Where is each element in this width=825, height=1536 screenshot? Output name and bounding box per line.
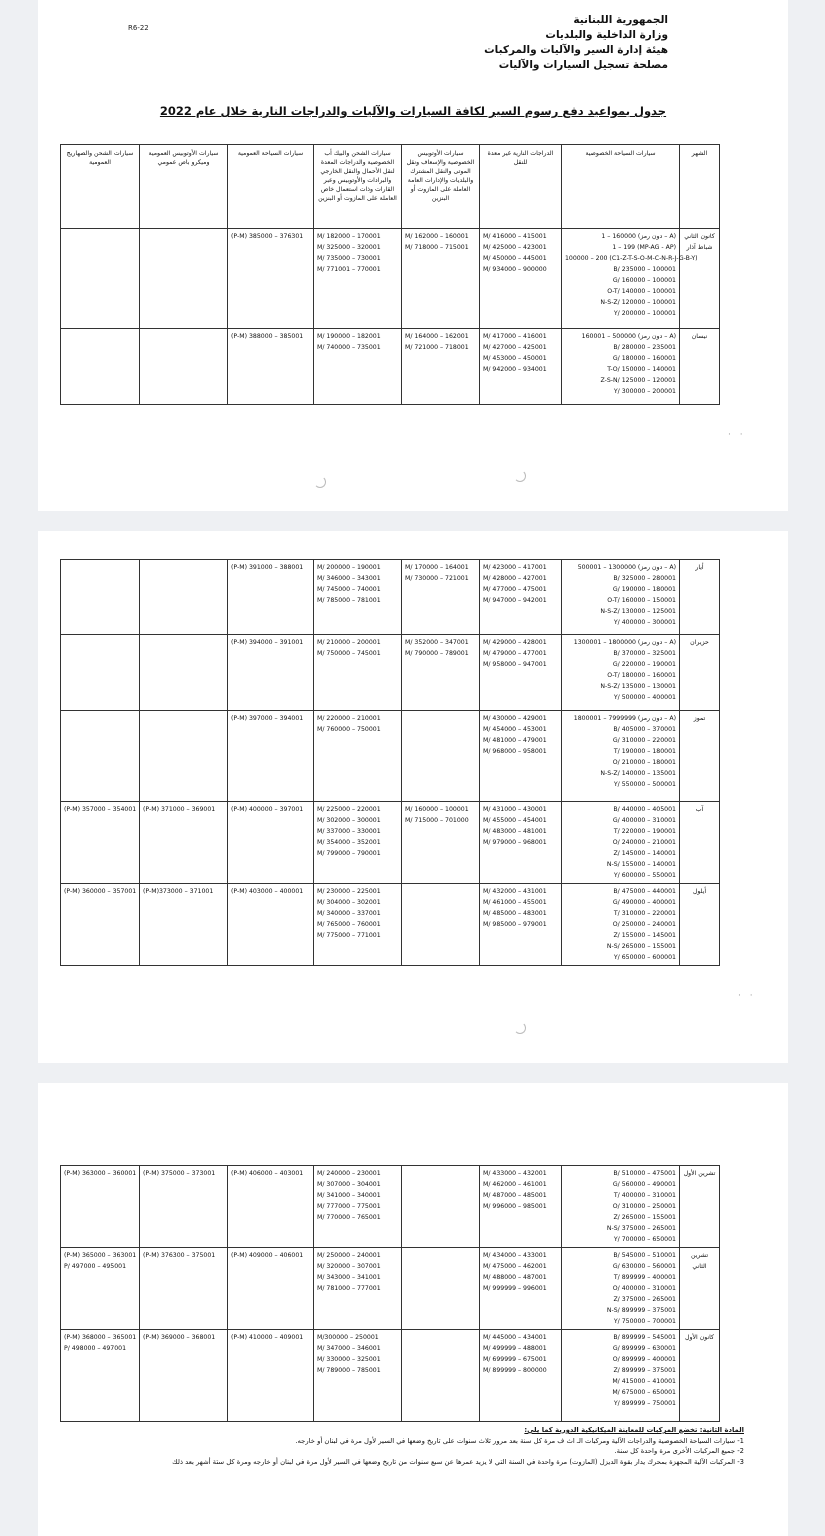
plate-range: N-S/ 265000 – 155001	[606, 943, 676, 950]
plate-range: M/ 415000 – 410001	[612, 1378, 676, 1385]
plate-range: N-S-Z/ 135000 – 130001	[600, 683, 676, 690]
plate-range: (P-M) 365000 – 363001	[64, 1252, 137, 1259]
plate-range: M/ 934000 – 900000	[483, 266, 547, 273]
public-trucks-cell	[61, 1248, 140, 1330]
public-tourism-cell	[228, 229, 314, 329]
plate-range: P/ 498000 – 497001	[64, 1345, 127, 1352]
plate-range: M/ 352000 – 347001	[405, 639, 469, 646]
private-cars-cell	[562, 1248, 680, 1330]
scan-speckle: · ·	[738, 991, 756, 1001]
plate-range: M/ 799000 – 790001	[317, 850, 381, 857]
plate-range: B/ 545000 – 510001	[613, 1252, 676, 1259]
plate-range: M/ 488000 – 487001	[483, 1274, 547, 1281]
public-tourism-cell	[228, 1330, 314, 1422]
private-trucks-cell	[314, 802, 402, 884]
motorcycles-cell	[480, 1248, 562, 1330]
plate-range: 1300001 – 1800000 (دون رمز – A)	[573, 639, 676, 646]
plate-range: B/ 405000 – 370001	[613, 726, 676, 733]
plate-range: M/ 715000 – 701000	[405, 817, 469, 824]
private-trucks-cell	[314, 1330, 402, 1422]
private-bus-cell	[402, 1330, 480, 1422]
plate-range: M/ 454000 – 453001	[483, 726, 547, 733]
private-cars-cell	[562, 329, 680, 405]
plate-range: (P-M) 403000 – 400001	[231, 888, 304, 895]
plate-range: O-T/ 140000 – 100001	[607, 288, 676, 295]
private-bus-cell	[402, 635, 480, 711]
plate-range: M/ 417000 – 416001	[483, 333, 547, 340]
plate-range: M/ 337000 – 330001	[317, 828, 381, 835]
col-header-private: سيارات السياحة الخصوصية	[562, 145, 680, 229]
plate-range: M/ 170000 – 164001	[405, 564, 469, 571]
plate-range: M/ 718000 – 715001	[405, 244, 469, 251]
plate-range: M/ 789000 – 785001	[317, 1367, 381, 1374]
notes-item-2: 2- جميع المركبات الأخرى مرة واحدة كل سنة.	[614, 1447, 744, 1455]
plate-range: O/ 400000 – 310001	[612, 1285, 676, 1292]
plate-range: Z/ 145000 – 140001	[613, 850, 676, 857]
plate-range: M/ 477000 – 475001	[483, 586, 547, 593]
private-trucks-cell	[314, 711, 402, 802]
public-trucks-cell	[61, 802, 140, 884]
plate-range: M/ 481000 – 479001	[483, 737, 547, 744]
plate-range: T/ 190000 – 180001	[613, 748, 676, 755]
plate-range: G/ 310000 – 220001	[612, 737, 676, 744]
col-header-month: الشهر	[680, 145, 720, 229]
plate-range: O/ 310000 – 250001	[612, 1203, 676, 1210]
plate-range: M/ 431000 – 430001	[483, 806, 547, 813]
plate-range: (P-M) 410000 – 409001	[231, 1334, 304, 1341]
reference-code: R6-22	[128, 24, 149, 32]
fee-schedule-table-2	[60, 559, 720, 966]
public-trucks-cell	[61, 884, 140, 966]
plate-range: B/ 325000 – 280001	[613, 575, 676, 582]
plate-range: (P-M) 368000 – 365001	[64, 1334, 137, 1341]
plate-range: Z/ 899999 – 375001	[613, 1367, 676, 1374]
ministry-header	[484, 13, 668, 73]
plate-range: M/ 968000 – 958001	[483, 748, 547, 755]
plate-range: M/ 346000 – 343001	[317, 575, 381, 582]
public-tourism-cell	[228, 1248, 314, 1330]
motorcycles-cell	[480, 884, 562, 966]
plate-range: G/ 400000 – 310001	[612, 817, 676, 824]
header-line-1: الجمهورية اللبنانية	[573, 14, 668, 26]
public-bus-cell	[140, 1248, 228, 1330]
plate-range: M/ 200000 – 190001	[317, 564, 381, 571]
motorcycles-cell	[480, 229, 562, 329]
plate-range: M/ 250000 – 240001	[317, 1252, 381, 1259]
plate-range: M/ 781000 – 777001	[317, 1285, 381, 1292]
plate-range: (P-M) 391000 – 388001	[231, 564, 304, 571]
schedule-row	[61, 635, 720, 711]
month-cell: أيار	[680, 560, 720, 635]
scan-speckle: · ·	[728, 430, 746, 440]
plate-range: M/ 745000 – 740001	[317, 586, 381, 593]
plate-range: 160001 – 500000 (دون رمز – A)	[581, 333, 676, 340]
private-bus-cell	[402, 1248, 480, 1330]
plate-range: M/ 307000 – 304001	[317, 1181, 381, 1188]
plate-range: M/ 347000 – 346001	[317, 1345, 381, 1352]
plate-range: M/ 730000 – 721001	[405, 575, 469, 582]
plate-range: (P-M)373000 – 371001	[143, 888, 214, 895]
plate-range: M/ 325000 – 320001	[317, 244, 381, 251]
plate-range: Y/ 400000 – 300001	[613, 619, 676, 626]
col-header-public-tourism: سيارات السياحة العمومية	[228, 145, 314, 229]
schedule-row	[61, 560, 720, 635]
plate-range: T/ 899999 – 400001	[613, 1274, 676, 1281]
plate-range: 1800001 – 7999999 (دون رمز – A)	[573, 715, 676, 722]
plate-range: G/ 560000 – 490001	[612, 1181, 676, 1188]
public-trucks-cell	[61, 711, 140, 802]
plate-range: (P-M) 363000 – 360001	[64, 1170, 137, 1177]
public-bus-cell	[140, 802, 228, 884]
scan-mark	[314, 476, 326, 488]
plate-range: N-S/ 899999 – 375001	[606, 1307, 676, 1314]
plate-range: (P-M) 388000 – 385001	[231, 333, 304, 340]
plate-range: T/ 310000 – 220001	[613, 910, 676, 917]
plate-range: Z/ 155000 – 145001	[613, 932, 676, 939]
document-page-3	[38, 1083, 788, 1536]
public-bus-cell	[140, 229, 228, 329]
plate-range: Y/ 700000 – 650001	[613, 1236, 676, 1243]
private-bus-cell	[402, 884, 480, 966]
plate-range: Z-S-N/ 125000 – 120001	[600, 377, 676, 384]
col-header-public-bus: سيارات الأوتوبيس العمومية وميكرو باص عمومي	[140, 145, 228, 229]
plate-range: M/ 979000 – 968001	[483, 839, 547, 846]
month-cell: تشرين الأول	[680, 1166, 720, 1248]
plate-range: M/ 162000 – 160001	[405, 233, 469, 240]
fee-schedule-table-3	[60, 1165, 720, 1422]
public-trucks-cell	[61, 1330, 140, 1422]
plate-range: M/ 416000 – 415001	[483, 233, 547, 240]
public-tourism-cell	[228, 1166, 314, 1248]
plate-range: B/ 370000 – 325001	[613, 650, 676, 657]
month-cell: تموز	[680, 711, 720, 802]
schedule-row	[61, 802, 720, 884]
header-line-2: وزارة الداخلية والبلديات	[545, 29, 668, 41]
plate-range: M/ 479000 – 477001	[483, 650, 547, 657]
plate-range: Z/ 375000 – 265001	[613, 1296, 676, 1303]
public-bus-cell	[140, 711, 228, 802]
plate-range: M/ 999999 – 996001	[483, 1285, 547, 1292]
month-cell: تشرين الثاني	[680, 1248, 720, 1330]
notes-title: المادة الثانية: تخضع المركبات للمعاينة الميكانيكية الدورية كما يلي:	[524, 1426, 744, 1434]
plate-range: (P-M) 369000 – 368001	[143, 1334, 216, 1341]
public-trucks-cell	[61, 329, 140, 405]
notes-item-3: 3- المركبات الآلية المجهزة بمحرك يدار بقوة الديزل (المازوت) مرة واحدة في السنة التي لا يزيد عمرها عن سبع سنوات من تاريخ وضعها في السير لأول مرة في لبنان أو خارجه ومرة كل ستة أشهر بعد ذلك	[172, 1457, 744, 1466]
plate-range: O/ 210000 – 180001	[612, 759, 676, 766]
plate-range: M/300000 – 250001	[317, 1334, 379, 1341]
plate-range: (P-M) 409000 – 406001	[231, 1252, 304, 1259]
plate-range: M/ 777000 – 775001	[317, 1203, 381, 1210]
plate-range: M/ 475000 – 462001	[483, 1263, 547, 1270]
schedule-row	[61, 1248, 720, 1330]
motorcycles-cell	[480, 329, 562, 405]
plate-range: O/ 250000 – 240001	[612, 921, 676, 928]
scan-mark	[514, 470, 526, 482]
plate-range: M/ 985000 – 979001	[483, 921, 547, 928]
document-page-1	[38, 0, 788, 511]
col-header-public-trucks: سيارات الشحن والصهاريج العمومية	[61, 145, 140, 229]
plate-range: 1 – 160000 (دون رمز – A)	[601, 233, 676, 240]
motorcycles-cell	[480, 1330, 562, 1422]
plate-range: M/ 220000 – 210001	[317, 715, 381, 722]
month-cell: آب	[680, 802, 720, 884]
plate-range: M/ 427000 – 425001	[483, 344, 547, 351]
plate-range: M/ 429000 – 428001	[483, 639, 547, 646]
plate-range: M/ 433000 – 432001	[483, 1170, 547, 1177]
plate-range: B/ 510000 – 475001	[613, 1170, 676, 1177]
plate-range: M/ 958000 – 947001	[483, 661, 547, 668]
public-tourism-cell	[228, 635, 314, 711]
plate-range: T/ 400000 – 310001	[613, 1192, 676, 1199]
plate-range: G/ 190000 – 180001	[612, 586, 676, 593]
plate-range: M/ 740000 – 735001	[317, 344, 381, 351]
private-trucks-cell	[314, 329, 402, 405]
plate-range: M/ 160000 – 100001	[405, 806, 469, 813]
schedule-row	[61, 1330, 720, 1422]
plate-range: M/ 430000 – 429001	[483, 715, 547, 722]
schedule-row	[61, 329, 720, 405]
plate-range: P/ 497000 – 495001	[64, 1263, 127, 1270]
plate-range: (P-M) 406000 – 403001	[231, 1170, 304, 1177]
plate-range: M/ 485000 – 483001	[483, 910, 547, 917]
plate-range: O-T/ 180000 – 160001	[607, 672, 676, 679]
plate-range: M/ 765000 – 760001	[317, 921, 381, 928]
month-cell: نيسان	[680, 329, 720, 405]
public-tourism-cell	[228, 802, 314, 884]
public-tourism-cell	[228, 560, 314, 635]
public-tourism-cell	[228, 711, 314, 802]
public-bus-cell	[140, 329, 228, 405]
private-bus-cell	[402, 802, 480, 884]
public-bus-cell	[140, 1330, 228, 1422]
plate-range: M/ 942000 – 934001	[483, 366, 547, 373]
plate-range: M/ 225000 – 220001	[317, 806, 381, 813]
plate-range: M/ 996000 – 985001	[483, 1203, 547, 1210]
plate-range: 1 – 199 (MP-AG - AP)	[612, 244, 676, 251]
plate-range: M/ 343000 – 341001	[317, 1274, 381, 1281]
plate-range: T-O/ 150000 – 140001	[607, 366, 676, 373]
motorcycles-cell	[480, 711, 562, 802]
month-cell: كانون الثاني شباط آذار	[680, 229, 720, 329]
header-line-4: مصلحة تسجيل السيارات والآليات	[498, 59, 668, 71]
plate-range: N-S-Z/ 130000 – 125001	[600, 608, 676, 615]
schedule-row	[61, 1166, 720, 1248]
plate-range: (P-M) 375000 – 373001	[143, 1170, 216, 1177]
schedule-row	[61, 229, 720, 329]
motorcycles-cell	[480, 802, 562, 884]
private-trucks-cell	[314, 229, 402, 329]
motorcycles-cell	[480, 560, 562, 635]
plate-range: B/ 235000 – 100001	[613, 266, 676, 273]
plate-range: M/ 483000 – 481001	[483, 828, 547, 835]
plate-range: M/ 721000 – 718001	[405, 344, 469, 351]
plate-range: (P-M) 400000 – 397001	[231, 806, 304, 813]
plate-range: (P-M) 357000 – 354001	[64, 806, 137, 813]
plate-range: M/ 947000 – 942001	[483, 597, 547, 604]
plate-range: T/ 220000 – 190001	[613, 828, 676, 835]
private-bus-cell	[402, 329, 480, 405]
plate-range: M/ 320000 – 307001	[317, 1263, 381, 1270]
month-cell: كانون الأول	[680, 1330, 720, 1422]
motorcycles-cell	[480, 635, 562, 711]
plate-range: G/ 220000 – 190001	[612, 661, 676, 668]
plate-range: Y/ 600000 – 550001	[613, 872, 676, 879]
plate-range: M/ 775000 – 771001	[317, 932, 381, 939]
plate-range: G/ 160000 – 100001	[612, 277, 676, 284]
plate-range: M/ 461000 – 455001	[483, 899, 547, 906]
plate-range: M/ 735000 – 730001	[317, 255, 381, 262]
plate-range: (P-M) 397000 – 394001	[231, 715, 304, 722]
plate-range: N-S-Z/ 120000 – 100001	[600, 299, 676, 306]
plate-range: 500001 – 1300000 (دون رمز – A)	[577, 564, 676, 571]
plate-range: M/ 425000 – 423001	[483, 244, 547, 251]
col-header-bus-private: سيارات الأوتوبيس الخصوصية والإسعاف ونقل الموتى والنقل المشترك والبلديات والإدارات العامة العاملة على المازوت أو البنزين	[402, 145, 480, 229]
document-page-2	[38, 531, 788, 1063]
public-trucks-cell	[61, 229, 140, 329]
plate-range: B/ 280000 – 235001	[613, 344, 676, 351]
plate-range: M/ 341000 – 340001	[317, 1192, 381, 1199]
plate-range: G/ 180000 – 160001	[612, 355, 676, 362]
plate-range: M/ 434000 – 433001	[483, 1252, 547, 1259]
plate-range: M/ 230000 – 225001	[317, 888, 381, 895]
schedule-row	[61, 884, 720, 966]
header-line-3: هيئة إدارة السير والآليات والمركبات	[484, 44, 668, 56]
plate-range: M/ 240000 – 230001	[317, 1170, 381, 1177]
month-cell: أيلول	[680, 884, 720, 966]
plate-range: (P-M) 360000 – 357001	[64, 888, 137, 895]
plate-range: Y/ 750000 – 700001	[613, 1318, 676, 1325]
plate-range: (P-M) 385000 – 376301	[231, 233, 304, 240]
plate-range: M/ 340000 – 337001	[317, 910, 381, 917]
plate-range: O-T/ 160000 – 150001	[607, 597, 676, 604]
notes-section	[78, 1425, 744, 1467]
public-tourism-cell	[228, 329, 314, 405]
private-trucks-cell	[314, 1166, 402, 1248]
plate-range: M/ 785000 – 781001	[317, 597, 381, 604]
private-trucks-cell	[314, 560, 402, 635]
plate-range: M/ 164000 – 162001	[405, 333, 469, 340]
plate-range: (P-M) 371000 – 369001	[143, 806, 216, 813]
plate-range: Y/ 550000 – 500001	[613, 781, 676, 788]
plate-range: Y/ 300000 – 200001	[613, 388, 676, 395]
public-bus-cell	[140, 884, 228, 966]
plate-range: 100000 – 200 (C1-Z-T-S-O-M-C-N-R-J-G-B-Y)	[565, 255, 698, 262]
private-bus-cell	[402, 711, 480, 802]
plate-range: Y/ 500000 – 400001	[613, 694, 676, 701]
plate-range: G/ 630000 – 560001	[612, 1263, 676, 1270]
plate-range: M/ 354000 – 352001	[317, 839, 381, 846]
plate-range: (P-M) 394000 – 391001	[231, 639, 304, 646]
plate-range: N-S-Z/ 140000 – 135001	[600, 770, 676, 777]
plate-range: M/ 462000 – 461001	[483, 1181, 547, 1188]
plate-range: M/ 699999 – 675001	[483, 1356, 547, 1363]
plate-range: M/ 432000 – 431001	[483, 888, 547, 895]
motorcycles-cell	[480, 1166, 562, 1248]
fee-schedule-table-1	[60, 144, 720, 405]
notes-item-1: 1- سيارات السياحة الخصوصية والدراجات الآلية ومركبات الـ اث ف مرة كل سنة بعد مرور ثلاث سنوات على تاريخ وضعها في السير لأول مرة في لبنان أو خارجه.	[295, 1436, 744, 1445]
plate-range: M/ 453000 – 450001	[483, 355, 547, 362]
plate-range: M/ 445000 – 434001	[483, 1334, 547, 1341]
private-bus-cell	[402, 229, 480, 329]
plate-range: M/ 750000 – 745001	[317, 650, 381, 657]
public-trucks-cell	[61, 560, 140, 635]
public-tourism-cell	[228, 884, 314, 966]
private-bus-cell	[402, 560, 480, 635]
plate-range: N-S/ 375000 – 265001	[606, 1225, 676, 1232]
private-cars-cell	[562, 560, 680, 635]
plate-range: B/ 899999 – 545001	[613, 1334, 676, 1341]
plate-range: M/ 675000 – 650001	[612, 1389, 676, 1396]
private-cars-cell	[562, 884, 680, 966]
plate-range: M/ 455000 – 454001	[483, 817, 547, 824]
public-trucks-cell	[61, 1166, 140, 1248]
plate-range: M/ 770000 – 765001	[317, 1214, 381, 1221]
private-cars-cell	[562, 711, 680, 802]
month-cell: حزيران	[680, 635, 720, 711]
plate-range: Y/ 899999 – 750001	[613, 1400, 676, 1407]
private-bus-cell	[402, 1166, 480, 1248]
private-trucks-cell	[314, 635, 402, 711]
plate-range: N-S/ 155000 – 140001	[606, 861, 676, 868]
private-trucks-cell	[314, 1248, 402, 1330]
plate-range: M/ 760000 – 750001	[317, 726, 381, 733]
plate-range: B/ 475000 – 440001	[613, 888, 676, 895]
plate-range: G/ 899999 – 630001	[612, 1345, 676, 1352]
public-trucks-cell	[61, 635, 140, 711]
public-bus-cell	[140, 635, 228, 711]
plate-range: (P-M) 376300 – 375001	[143, 1252, 216, 1259]
plate-range: O/ 240000 – 210001	[612, 839, 676, 846]
plate-range: G/ 490000 – 400001	[612, 899, 676, 906]
plate-range: M/ 190000 – 182001	[317, 333, 381, 340]
plate-range: M/ 304000 – 302001	[317, 899, 381, 906]
plate-range: M/ 210000 – 200001	[317, 639, 381, 646]
plate-range: M/ 182000 – 170001	[317, 233, 381, 240]
plate-range: M/ 790000 – 789001	[405, 650, 469, 657]
private-cars-cell	[562, 802, 680, 884]
schedule-row	[61, 711, 720, 802]
private-cars-cell	[562, 635, 680, 711]
plate-range: M/ 450000 – 445001	[483, 255, 547, 262]
public-bus-cell	[140, 1166, 228, 1248]
plate-range: Z/ 265000 – 155001	[613, 1214, 676, 1221]
public-bus-cell	[140, 560, 228, 635]
col-header-moto: الدراجات النارية غير معدة للنقل	[480, 145, 562, 229]
plate-range: O/ 899999 – 400001	[612, 1356, 676, 1363]
plate-range: Y/ 650000 – 600001	[613, 954, 676, 961]
plate-range: B/ 440000 – 405001	[613, 806, 676, 813]
plate-range: M/ 771001 – 770001	[317, 266, 381, 273]
private-cars-cell	[562, 1166, 680, 1248]
plate-range: M/ 330000 – 325001	[317, 1356, 381, 1363]
private-cars-cell	[562, 1330, 680, 1422]
document-title: جدول بمواعيد دفع رسوم السير لكافة السيارات والآليات والدراجات النارية خلال عام 2022	[159, 104, 667, 118]
plate-range: M/ 302000 – 300001	[317, 817, 381, 824]
plate-range: M/ 428000 – 427001	[483, 575, 547, 582]
private-cars-cell	[562, 229, 698, 329]
plate-range: Y/ 200000 – 100001	[613, 310, 676, 317]
private-trucks-cell	[314, 884, 402, 966]
plate-range: M/ 899999 – 800000	[483, 1367, 547, 1374]
plate-range: M/ 423000 – 417001	[483, 564, 547, 571]
plate-range: M/ 499999 – 488001	[483, 1345, 547, 1352]
plate-range: M/ 487000 – 485001	[483, 1192, 547, 1199]
col-header-trucks-private: سيارات الشحن والبيك أب الخصوصية والدراجات المعدة لنقل الأحمال والنقل الخارجي والبرادات والأوتوبيس وعبر القارات وذات استعمال خاص العاملة على المازوت أو البنزين	[314, 145, 402, 229]
scan-mark	[514, 1022, 526, 1034]
